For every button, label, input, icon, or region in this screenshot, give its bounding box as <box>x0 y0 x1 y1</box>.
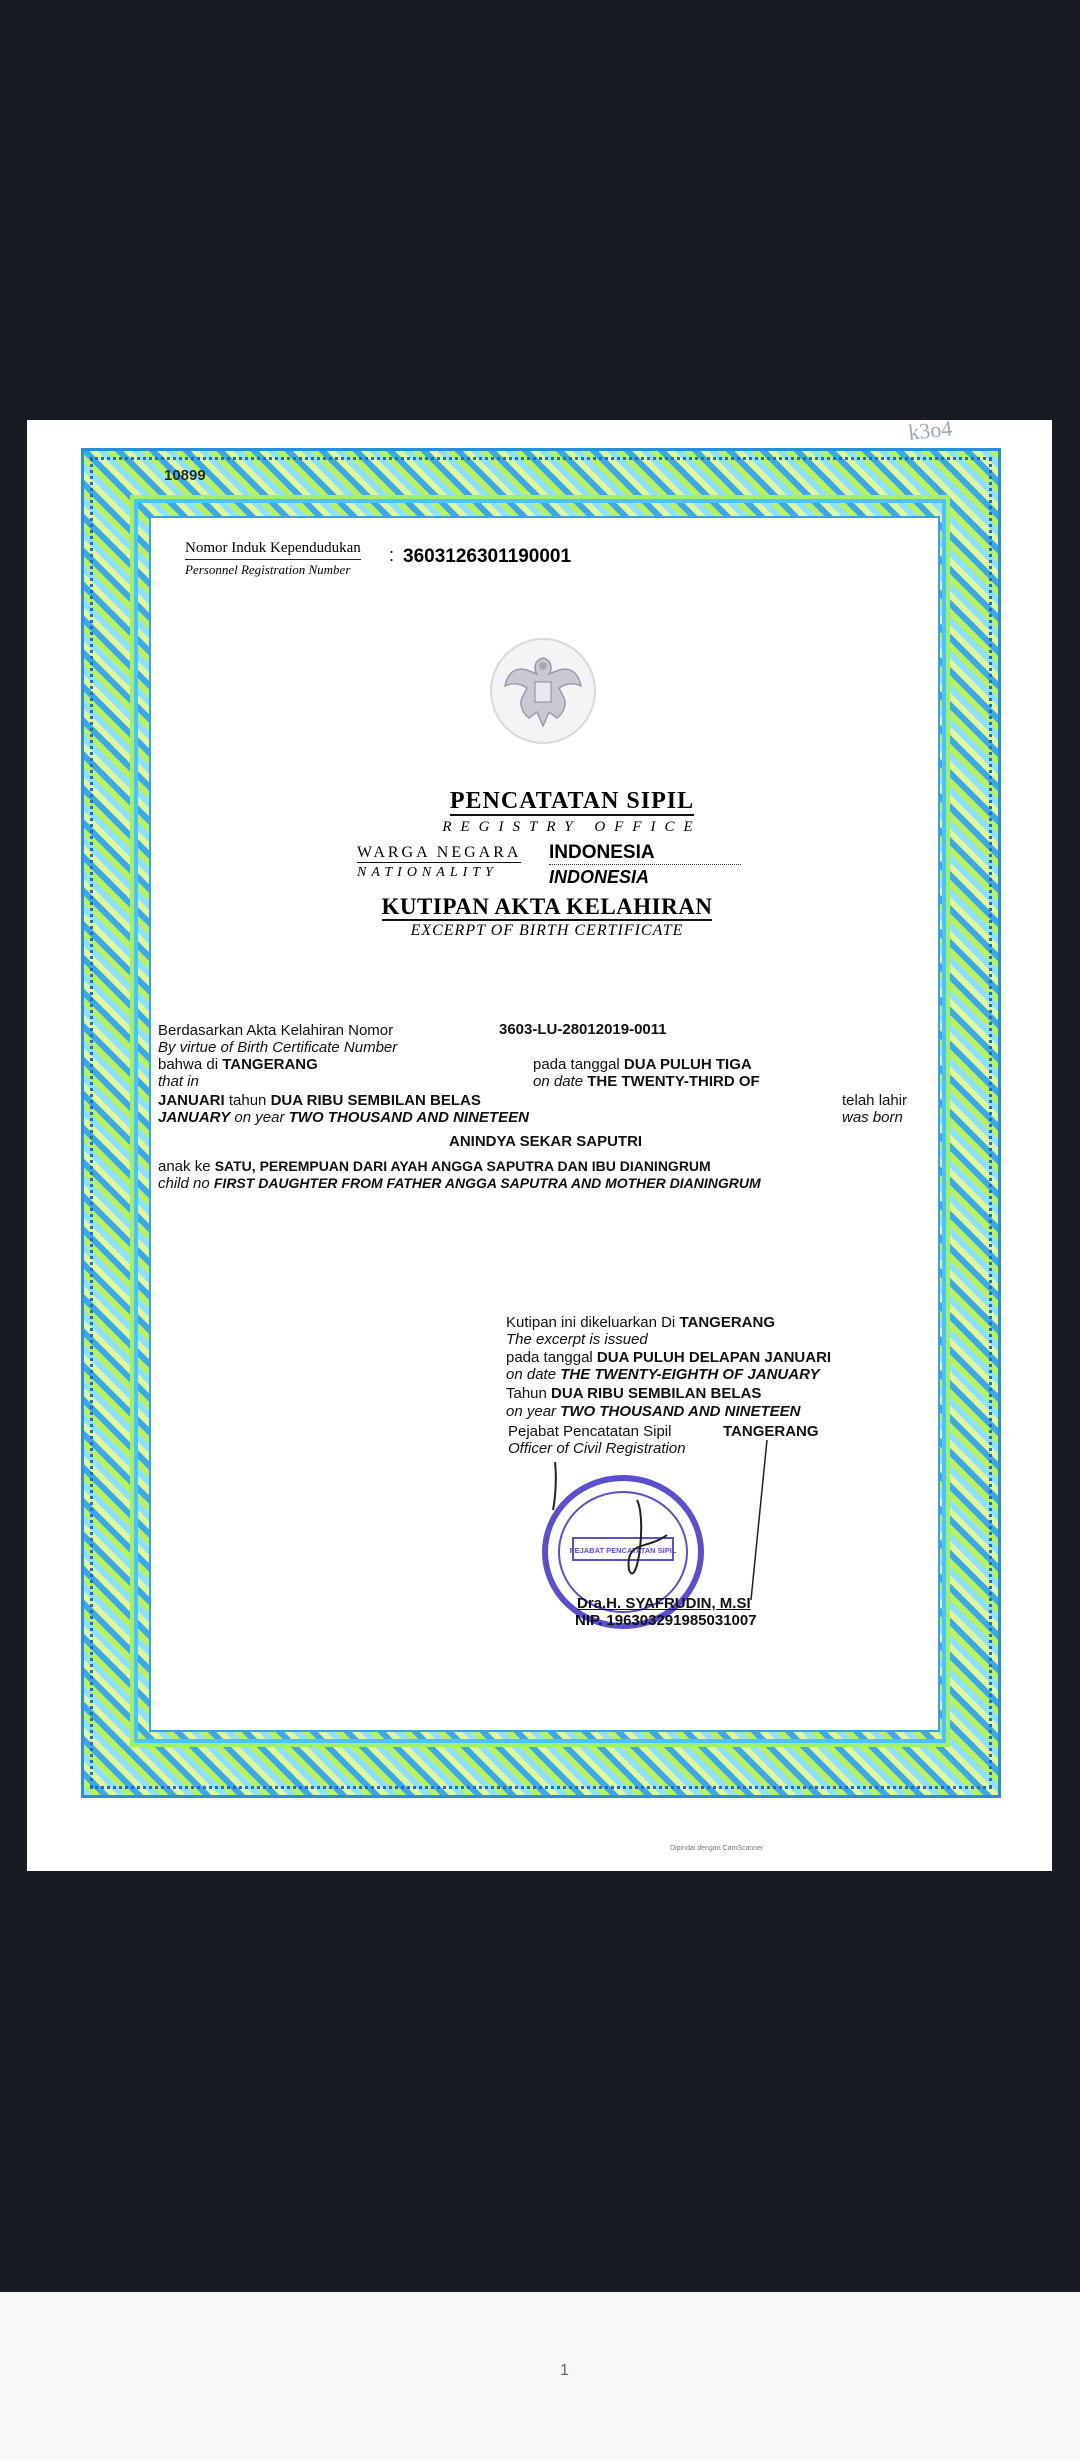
child-line-en <box>158 1174 761 1193</box>
page-indicator: 1 <box>560 2362 569 2379</box>
issued-label-id: Kutipan ini dikeluarkan Di <box>506 1314 676 1331</box>
bottom-bar <box>0 2292 1080 2460</box>
born-label-en: was born <box>842 1109 903 1126</box>
cert-number: 3603-LU-28012019-0011 <box>499 1021 667 1038</box>
issued-place: TANGERANG <box>679 1314 775 1331</box>
place-value: TANGERANG <box>222 1056 318 1073</box>
nationality-value-id: INDONESIA <box>549 842 741 865</box>
child-value-en: FIRST DAUGHTER FROM FATHER ANGGA SAPUTRA AND MOTHER DIANINGRUM <box>213 1175 761 1191</box>
place-label-en: that in <box>158 1073 199 1090</box>
child-value-id: SATU, PEREMPUAN DARI AYAH ANGGA SAPUTRA DAN IBU DIANINGRUM <box>214 1158 711 1174</box>
cert-label-en: By virtue of Birth Certificate Number <box>158 1039 398 1056</box>
excerpt-title <box>357 894 737 920</box>
nik-colon: : <box>389 545 395 565</box>
nik-label-en: Personnel Registration Number <box>185 562 351 577</box>
year-value-id: DUA RIBU SEMBILAN BELAS <box>270 1092 481 1109</box>
nationality-value-en: INDONESIA <box>549 867 650 887</box>
stamp-inner-text: PEJABAT PENCATATAN SIPIL <box>569 1546 677 1555</box>
issued-line-id <box>506 1314 775 1332</box>
month-year-line-en <box>158 1109 529 1127</box>
date-line-en <box>533 1073 760 1091</box>
issue-date-label-en: on date <box>506 1366 557 1383</box>
officer-label-en: Officer of Civil Registration <box>508 1440 686 1457</box>
issue-year-label-en: on year <box>506 1403 557 1420</box>
place-label-id: bahwa di <box>158 1056 219 1073</box>
issued-label-en: The excerpt is issued <box>506 1331 648 1348</box>
date-label-id: pada tanggal <box>533 1056 620 1073</box>
issue-date-value-id: DUA PULUH DELAPAN JANUARI <box>596 1349 832 1366</box>
issue-date-line-en <box>506 1366 820 1384</box>
nationality-label-en: NATIONALITY <box>357 865 498 880</box>
issue-year-value-id: DUA RIBU SEMBILAN BELAS <box>551 1385 762 1402</box>
date-value-en: THE TWENTY-THIRD OF <box>587 1073 760 1090</box>
place-line <box>158 1056 318 1074</box>
year-label-en: on year <box>234 1109 285 1126</box>
officer-label-id: Pejabat Pencatatan Sipil <box>508 1423 672 1440</box>
nationality-label-id: WARGA NEGARA <box>357 844 522 861</box>
month-year-line-id <box>158 1092 481 1110</box>
document-sheet <box>27 415 1052 1871</box>
issue-year-label-id: Tahun <box>506 1385 547 1402</box>
child-label-id: anak ke <box>158 1158 211 1175</box>
issue-year-line-en <box>506 1403 801 1421</box>
year-label-id: tahun <box>228 1092 267 1109</box>
serial-number: 10899 <box>164 467 206 484</box>
officer-name: Dra.H. SYAFRUDIN, M.SI <box>577 1595 751 1612</box>
registry-title-text: PENCATATAN SIPIL <box>449 788 695 814</box>
child-label-en: child no <box>158 1175 210 1192</box>
month-id: JANUARI <box>158 1092 225 1109</box>
nik-value: 3603126301190001 <box>403 546 572 567</box>
nationality-label <box>357 844 521 881</box>
garuda-emblem-icon <box>483 636 603 746</box>
issue-date-line-id <box>506 1349 831 1367</box>
nik-label <box>185 540 361 578</box>
issue-date-value-en: THE TWENTY-EIGHTH OF JANUARY <box>560 1366 820 1383</box>
issue-date-label-id: pada tanggal <box>506 1349 593 1366</box>
year-value-en: TWO THOUSAND AND NINETEEN <box>288 1109 529 1126</box>
registry-subtitle: REGISTRY OFFICE <box>442 819 702 835</box>
nik-label-id: Nomor Induk Kependudukan <box>185 540 361 560</box>
cert-label-id: Berdasarkan Akta Kelahiran Nomor <box>158 1022 394 1039</box>
issue-year-line-id <box>506 1385 761 1403</box>
registry-title <box>407 788 737 815</box>
issue-year-value-en: TWO THOUSAND AND NINETEEN <box>560 1403 801 1420</box>
excerpt-title-text: KUTIPAN AKTA KELAHIRAN <box>381 894 713 919</box>
officer-place: TANGERANG <box>723 1423 819 1440</box>
child-name: ANINDYA SEKAR SAPUTRI <box>449 1133 643 1150</box>
date-value-id: DUA PULUH TIGA <box>623 1056 752 1073</box>
footer-note: Dipindai dengan CamScanner <box>670 1845 764 1852</box>
date-label-en: on date <box>533 1073 584 1090</box>
excerpt-subtitle: EXCERPT OF BIRTH CERTIFICATE <box>410 922 684 939</box>
officer-nip: NIP. 196303291985031007 <box>575 1612 757 1629</box>
corner-scribble: k3o4 <box>907 415 954 445</box>
born-label-id: telah lahir <box>842 1092 908 1109</box>
date-line-id <box>533 1056 752 1074</box>
month-en: JANUARY <box>158 1109 231 1126</box>
